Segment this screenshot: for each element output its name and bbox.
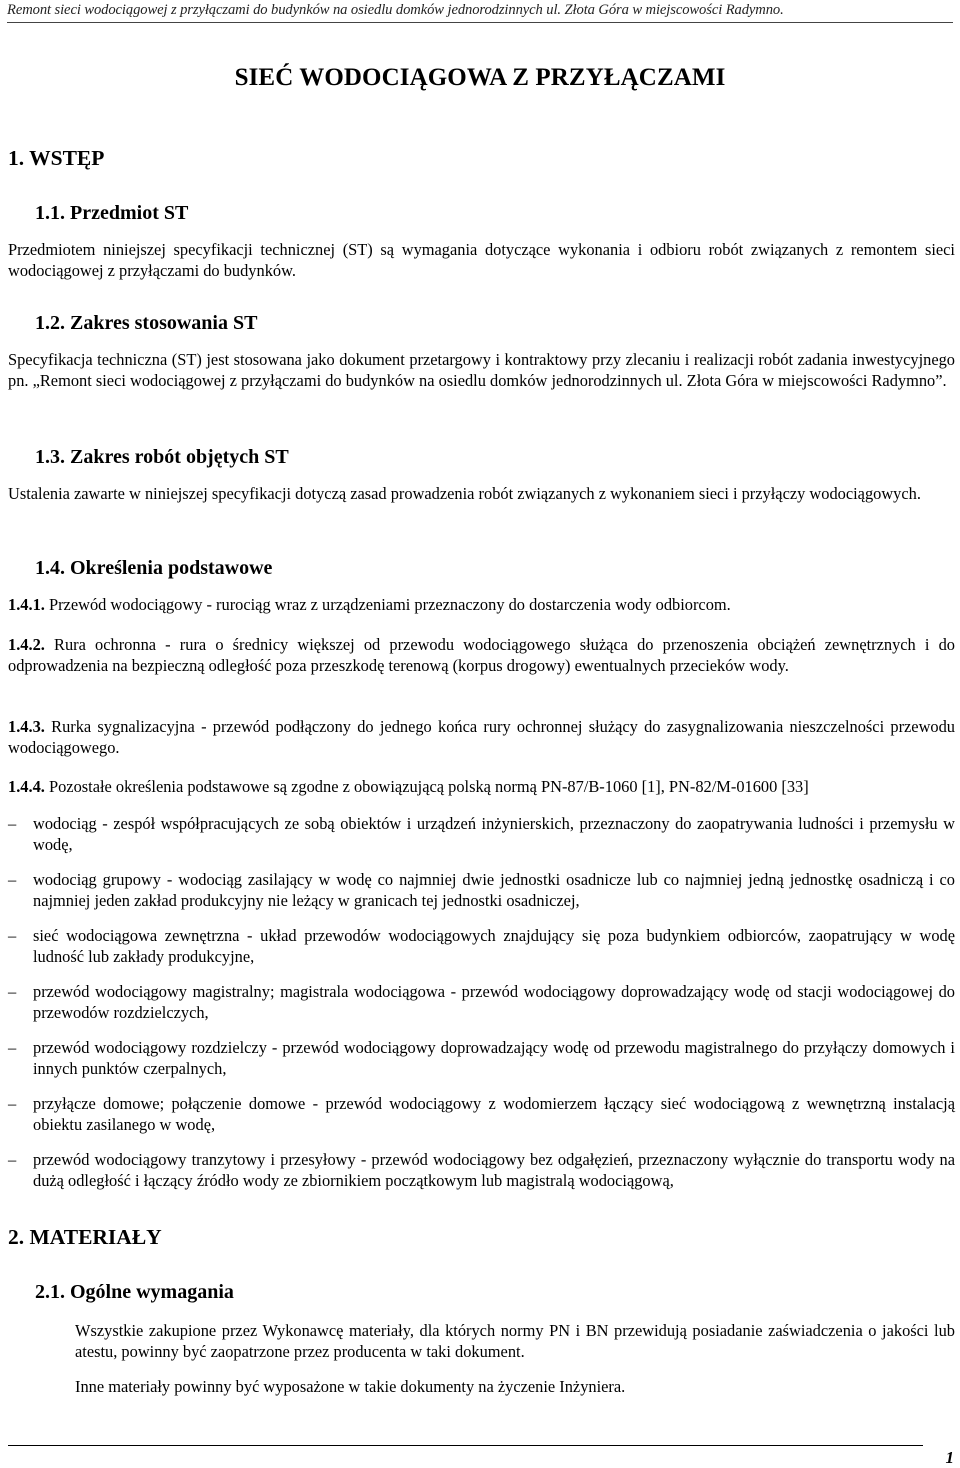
definition-text: Rurka sygnalizacyjna - przewód podłączony do jednego końca rury ochronnej służący do zasygnalizowania nieszczelności przewodu wodociągowego. [8,717,955,757]
list-item [8,869,955,911]
definition-1-4-1 [8,594,955,615]
dash-marker: – [8,1038,17,1057]
list-item-text: wodociąg - zespół współpracujących ze sobą obiektów i urządzeń inżynierskich, przeznaczony do zaopatrywania ludności i przemysłu w wodę, [33,814,955,854]
paragraph-1-2: Specyfikacja techniczna (ST) jest stosowana jako dokument przetargowy i kontraktowy przy zlecaniu i realizacji robót zadania inwestycyjnego pn. „Remont sieci wodociągowej z przyłączami do budynków na osiedlu domków jednorodzinnych ul. Złota Góra w miejscowości Radymno”. [8,350,955,390]
subsection-heading-1-1: 1.1. Przedmiot ST [35,202,189,224]
list-item [8,1093,955,1135]
list-item [8,1149,955,1191]
list-item [8,813,955,855]
list-item-text: przewód wodociągowy rozdzielczy - przewód wodociągowy doprowadzający wodę od przewodu magistralnego do przyłączy domowych i innych punktów czerpalnych, [33,1038,955,1078]
paragraph-1-3: Ustalenia zawarte w niniejszej specyfikacji dotyczą zasad prowadzenia robót związanych z wykonaniem sieci i przyłączy wodociągowych. [8,484,921,503]
list-item-text: przyłącze domowe; połączenie domowe - przewód wodociągowy z wodomierzem łączący sieć wodociągową z wewnętrzną instalacją obiektu zasilanego w wodę, [33,1094,955,1134]
dash-marker: – [8,1094,17,1113]
section-heading-wstep: 1. WSTĘP [8,146,105,170]
list-item-text: przewód wodociągowy tranzytowy i przesyłowy - przewód wodociągowy bez odgałęzień, przeznaczony wyłącznie do transportu wody na dużą odległość i łączący źródło wody ze zbiornikiem początkowym lub magistralą wodociągową, [33,1150,955,1190]
list-item-text: sieć wodociągowa zewnętrzna - układ przewodów wodociągowych znajdujący się poza budynkiem odbiorców, zaopatrujący w wodę ludność lub zakłady produkcyjne, [33,926,955,966]
document-title [0,64,960,92]
definition-text: Pozostałe określenia podstawowe są zgodne z obowiązującą polską normą PN-87/B-1060 [1], PN-82/M-01600 [33] [44,777,809,796]
definition-number: 1.4.4. [8,777,45,796]
list-item [8,981,955,1023]
subsection-heading-1-2: 1.2. Zakres stosowania ST [35,312,258,334]
dash-marker: – [8,814,17,833]
subsection-heading-2-1: 2.1. Ogólne wymagania [35,1281,234,1303]
paragraph-1-1: Przedmiotem niniejszej specyfikacji technicznej (ST) są wymagania dotyczące wykonania i odbioru robót związanych z remontem sieci wodociągowej z przyłączami do budynków. [8,240,955,280]
definition-number: 1.4.2. [8,635,45,654]
definition-number: 1.4.1. [8,595,45,614]
document-title-text: SIEĆ WODOCIĄGOWA Z PRZYŁĄCZAMI [234,64,726,91]
dash-marker: – [8,926,17,945]
page-number: 1 [945,1448,954,1467]
list-item [8,1037,955,1079]
dash-marker: – [8,870,17,889]
footer-rule [8,1445,923,1446]
definition-1-4-4 [8,776,955,797]
list-item [8,925,955,967]
section-heading-materialy: 2. MATERIAŁY [8,1225,162,1249]
dash-marker: – [8,982,17,1001]
definition-text: Przewód wodociągowy - rurociąg wraz z urządzeniami przeznaczony do dostarczenia wody odbiorcom. [44,595,731,614]
definition-text: Rura ochronna - rura o średnicy większej od przewodu wodociągowego służąca do przenoszenia obciążeń zewnętrznych i do odprowadzenia na bezpieczną odległość poza przeszkodę terenową (korpus drogowy) ewentualnych przecieków wody. [8,635,955,675]
dash-marker: – [8,1150,17,1169]
definition-number: 1.4.3. [8,717,45,736]
header-rule [7,22,953,23]
paragraph-2-1-b: Inne materiały powinny być wyposażone w takie dokumenty na życzenie Inżyniera. [75,1377,626,1396]
list-item-text: wodociąg grupowy - wodociąg zasilający w wodę co najmniej dwie jednostki osadnicze lub co najmniej jedną jednostkę osadniczą i co najmniej jeden zakład produkcyjny nie leżący w granicach tej jednostki osadniczej, [33,870,955,910]
subsection-heading-1-3: 1.3. Zakres robót objętych ST [35,446,289,468]
definition-1-4-3 [8,716,955,758]
subsection-heading-1-4: 1.4. Określenia podstawowe [35,557,273,579]
definition-1-4-2 [8,634,955,676]
paragraph-2-1-a: Wszystkie zakupione przez Wykonawcę materiały, dla których normy PN i BN przewidują posiadanie zaświadczenia o jakości lub atestu, powinny być zaopatrzone przez producenta w taki dokument. [75,1321,955,1361]
list-item-text: przewód wodociągowy magistralny; magistrala wodociągowa - przewód wodociągowy doprowadzający wodę od stacji wodociągowej do przewodów rozdzielczych, [33,982,955,1022]
running-header: Remont sieci wodociągowej z przyłączami do budynków na osiedlu domków jednorodzinnych ul. Złota Góra w miejscowości Radymno. [7,2,784,18]
